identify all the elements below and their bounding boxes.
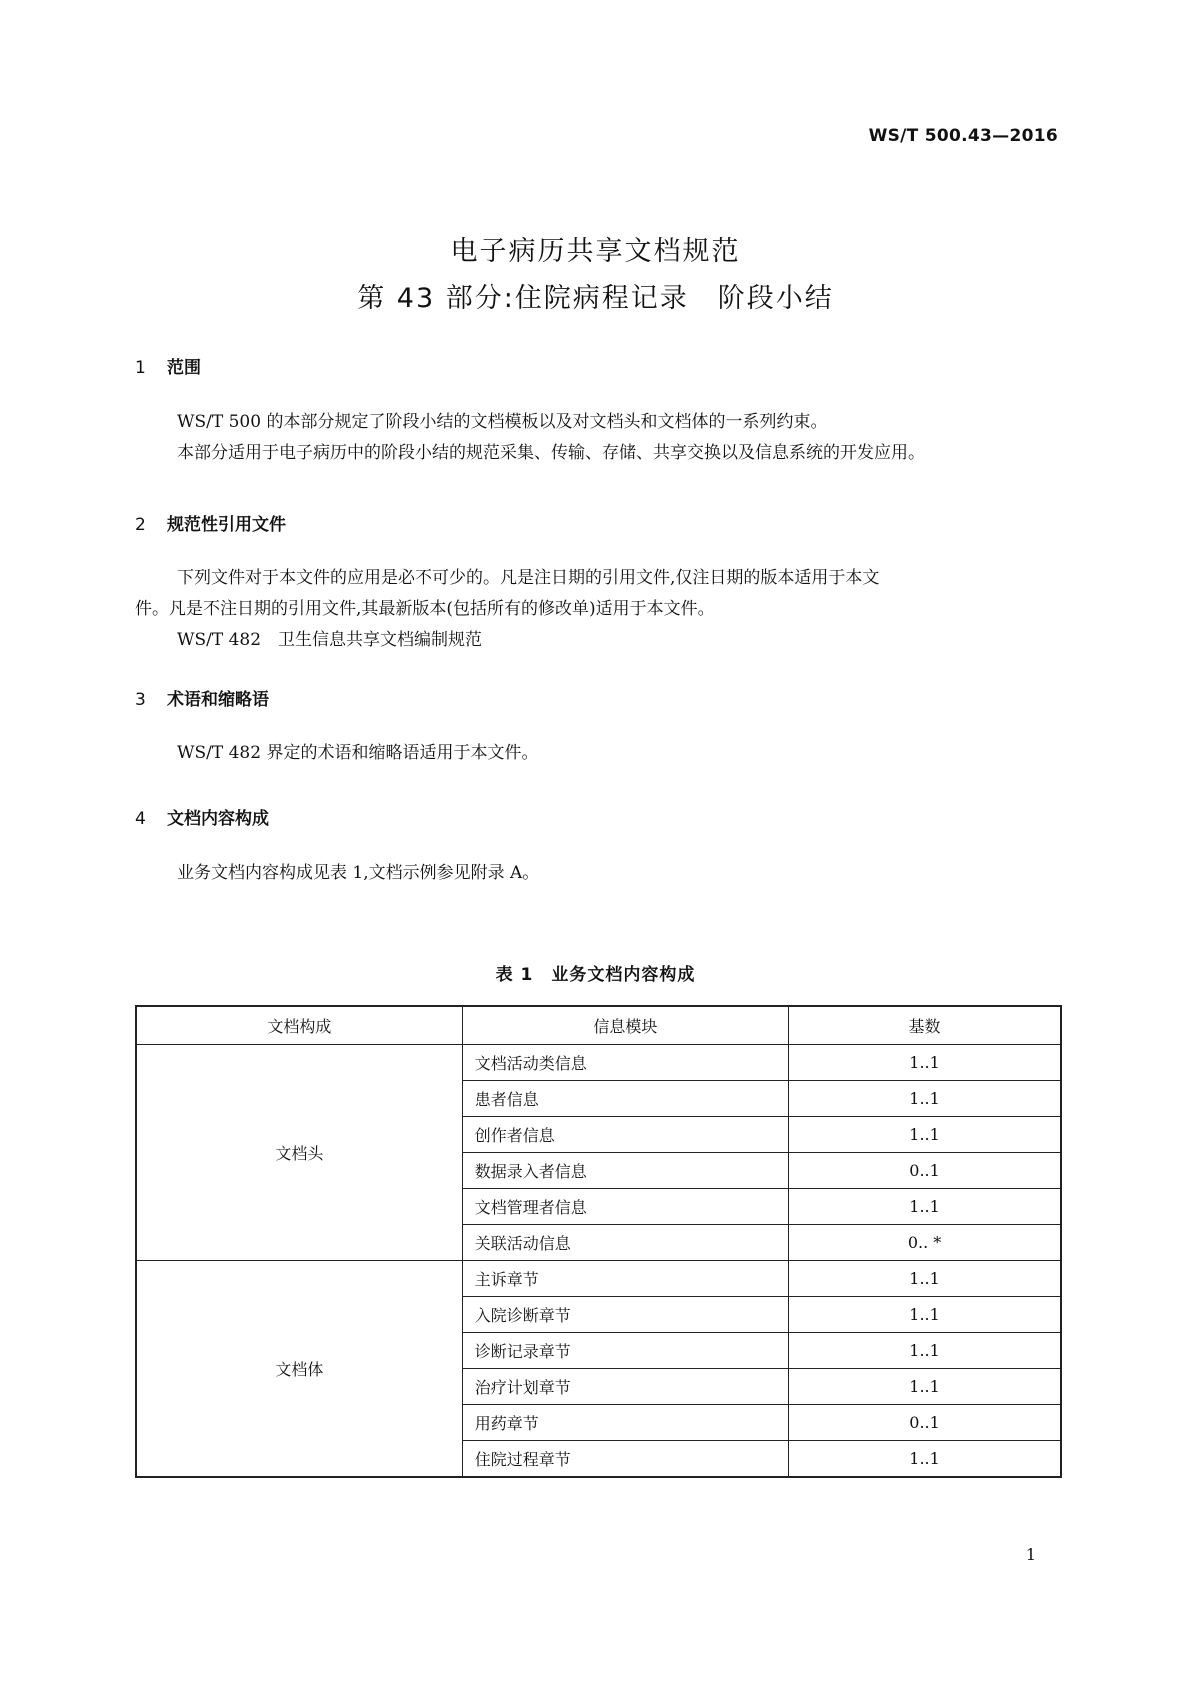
module-cell: 患者信息: [462, 1081, 788, 1117]
section-heading-content-structure: [135, 804, 269, 829]
section-title: 文档内容构成: [167, 809, 269, 829]
cardinality-cell: 0.. *: [789, 1225, 1061, 1261]
column-header: 文档构成: [136, 1006, 462, 1045]
module-cell: 关联活动信息: [462, 1225, 788, 1261]
section-number: 3: [135, 690, 146, 710]
document-title: 电子病历共享文档规范: [450, 236, 741, 267]
table-caption: 表 1 业务文档内容构成: [495, 965, 696, 985]
module-cell: 创作者信息: [462, 1117, 788, 1153]
paragraph-continuation: 件。凡是不注日期的引用文件,其最新版本(包括所有的修改单)适用于本文件。: [135, 599, 715, 619]
table-row: [136, 1045, 1061, 1081]
module-cell: 治疗计划章节: [462, 1369, 788, 1405]
cardinality-cell: 1..1: [789, 1441, 1061, 1478]
paragraph: WS/T 482 界定的术语和缩略语适用于本文件。: [177, 743, 539, 763]
section-number: 2: [135, 515, 146, 535]
cardinality-cell: 1..1: [789, 1045, 1061, 1081]
section-heading-terms: [135, 685, 269, 710]
group-cell-document-header: 文档头: [136, 1045, 462, 1261]
section-number: 4: [135, 809, 146, 829]
cardinality-cell: 1..1: [789, 1081, 1061, 1117]
paragraph: 业务文档内容构成见表 1,文档示例参见附录 A。: [177, 863, 540, 883]
document-subtitle: 第 43 部分:住院病程记录 阶段小结: [357, 283, 834, 314]
module-cell: 诊断记录章节: [462, 1333, 788, 1369]
paragraph: 下列文件对于本文件的应用是必不可少的。凡是注日期的引用文件,仅注日期的版本适用于本文: [177, 568, 880, 588]
section-number: 1: [135, 358, 146, 378]
cardinality-cell: 0..1: [789, 1153, 1061, 1189]
reference-item: WS/T 482 卫生信息共享文档编制规范: [177, 630, 483, 650]
section-heading-scope: [135, 353, 201, 378]
paragraph: 本部分适用于电子病历中的阶段小结的规范采集、传输、存储、共享交换以及信息系统的开发应用。: [177, 443, 925, 463]
table-row: [136, 1261, 1061, 1297]
section-body-content-structure: [135, 858, 1060, 889]
module-cell: 入院诊断章节: [462, 1297, 788, 1333]
cardinality-cell: 1..1: [789, 1261, 1061, 1297]
paragraph: WS/T 500 的本部分规定了阶段小结的文档模板以及对文档头和文档体的一系列约束。: [177, 412, 828, 432]
page-number: 1: [1025, 1545, 1036, 1564]
cardinality-cell: 0..1: [789, 1405, 1061, 1441]
cardinality-cell: 1..1: [789, 1117, 1061, 1153]
module-cell: 文档管理者信息: [462, 1189, 788, 1225]
cardinality-cell: 1..1: [789, 1297, 1061, 1333]
section-body-scope: [135, 407, 1060, 469]
section-title: 规范性引用文件: [167, 515, 286, 535]
section-body-terms: [135, 738, 1060, 769]
column-header: 基数: [789, 1006, 1061, 1045]
cardinality-cell: 1..1: [789, 1369, 1061, 1405]
cardinality-cell: 1..1: [789, 1189, 1061, 1225]
column-header: 信息模块: [462, 1006, 788, 1045]
table-header-row: [136, 1006, 1061, 1045]
module-cell: 数据录入者信息: [462, 1153, 788, 1189]
section-title: 范围: [167, 358, 201, 378]
group-cell-document-body: 文档体: [136, 1261, 462, 1478]
section-body-normative-references: [135, 563, 1060, 656]
module-cell: 用药章节: [462, 1405, 788, 1441]
standard-code: WS/T 500.43—2016: [868, 126, 1058, 146]
module-cell: 住院过程章节: [462, 1441, 788, 1478]
module-cell: 文档活动类信息: [462, 1045, 788, 1081]
section-heading-normative-references: [135, 510, 286, 535]
content-structure-table: [135, 1005, 1062, 1478]
cardinality-cell: 1..1: [789, 1333, 1061, 1369]
module-cell: 主诉章节: [462, 1261, 788, 1297]
section-title: 术语和缩略语: [167, 690, 269, 710]
